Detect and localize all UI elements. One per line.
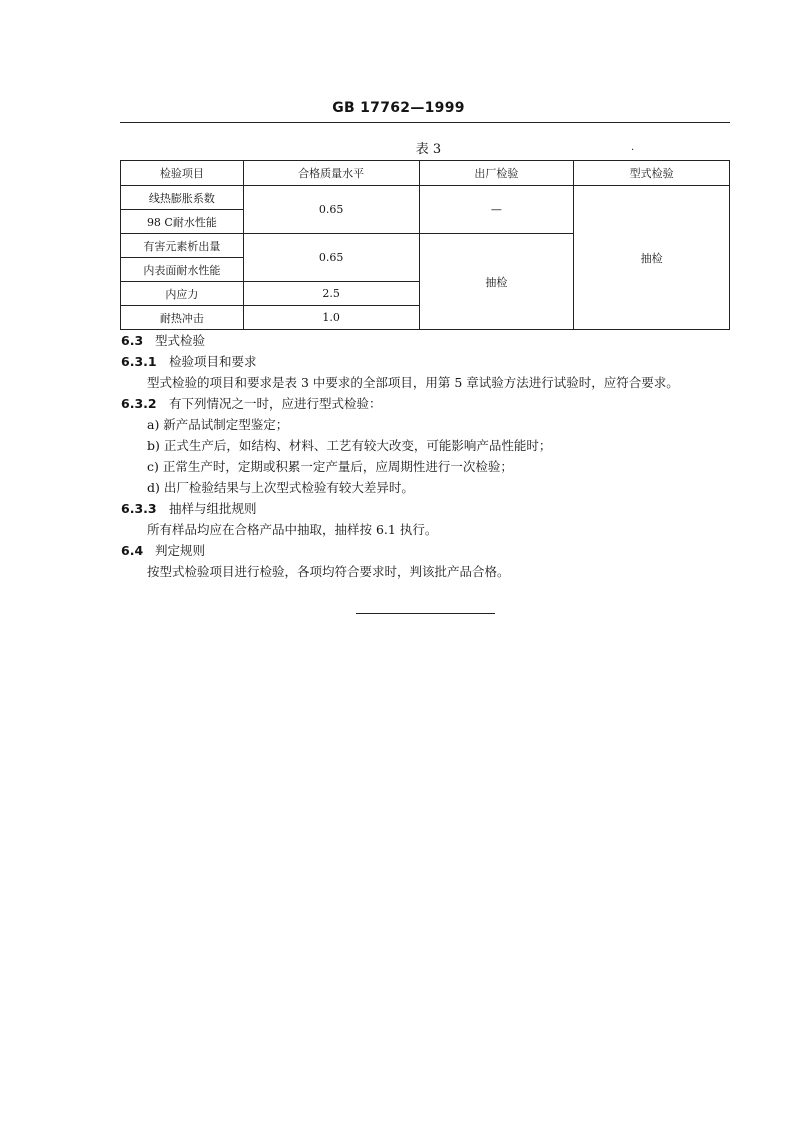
aql-cell: 0.65: [243, 186, 419, 234]
column-header: 出厂检验: [419, 161, 574, 186]
type-test-cell: 抽检: [574, 186, 730, 330]
aql-cell: 0.65: [243, 234, 419, 282]
section-number: 6.3: [121, 333, 144, 348]
section-title: 型式检验: [155, 333, 206, 348]
item-cell: 有害元素析出量: [121, 234, 244, 258]
section-number: 6.3.3: [121, 501, 157, 516]
section-title: 判定规则: [155, 543, 206, 558]
column-header: 型式检验: [574, 161, 730, 186]
section-title: 抽样与组批规则: [169, 501, 257, 516]
factory-cell: 抽检: [419, 234, 574, 330]
inspection-table: [120, 160, 730, 330]
aql-cell: 1.0: [243, 306, 419, 330]
section-heading-6-3-1: [121, 351, 741, 372]
aql-cell: 2.5: [243, 282, 419, 306]
section-body: [121, 330, 741, 582]
list-item: a) 新产品试制定型鉴定；: [147, 417, 289, 432]
item-cell: 耐热冲击: [121, 306, 244, 330]
stray-mark: .: [631, 142, 635, 153]
section-title: 检验项目和要求: [169, 354, 257, 369]
list-item: c) 正常生产时，定期或积累一定产量后，应周期性进行一次检验；: [147, 459, 513, 474]
table-row: [121, 186, 730, 210]
item-cell: 98 C耐水性能: [121, 210, 244, 234]
list-item: b) 正式生产后，如结构、材料、工艺有较大改变，可能影响产品性能时；: [147, 438, 552, 453]
item-cell: 内表面耐水性能: [121, 258, 244, 282]
paragraph: 所有样品均应在合格产品中抽取，抽样按 6.1 执行。: [147, 522, 438, 537]
list-item: d) 出厂检验结果与上次型式检验有较大差异时。: [147, 480, 414, 495]
table-header-row: [121, 161, 730, 186]
section-heading-6-3: [121, 330, 741, 351]
paragraph: 按型式检验项目进行检验，各项均符合要求时，判该批产品合格。: [147, 564, 510, 579]
section-heading-6-3-2: [121, 393, 741, 414]
section-number: 6.3.1: [121, 354, 157, 369]
end-of-document-rule: [356, 613, 495, 614]
section-title: 有下列情况之一时，应进行型式检验：: [169, 396, 382, 411]
section-heading-6-4: [121, 540, 741, 561]
item-cell: 内应力: [121, 282, 244, 306]
paragraph: 型式检验的项目和要求是表 3 中要求的全部项目，用第 5 章试验方法进行试验时，应符合要求。: [147, 375, 679, 390]
item-cell: 线热膨胀系数: [121, 186, 244, 210]
section-heading-6-3-3: [121, 498, 741, 519]
factory-cell: —: [419, 186, 574, 234]
section-number: 6.3.2: [121, 396, 157, 411]
section-number: 6.4: [121, 543, 144, 558]
standard-code-header: GB 17762—1999: [332, 100, 465, 116]
column-header: 合格质量水平: [243, 161, 419, 186]
table-caption: 表 3: [415, 142, 442, 157]
header-rule: [120, 122, 730, 123]
column-header: 检验项目: [121, 161, 244, 186]
